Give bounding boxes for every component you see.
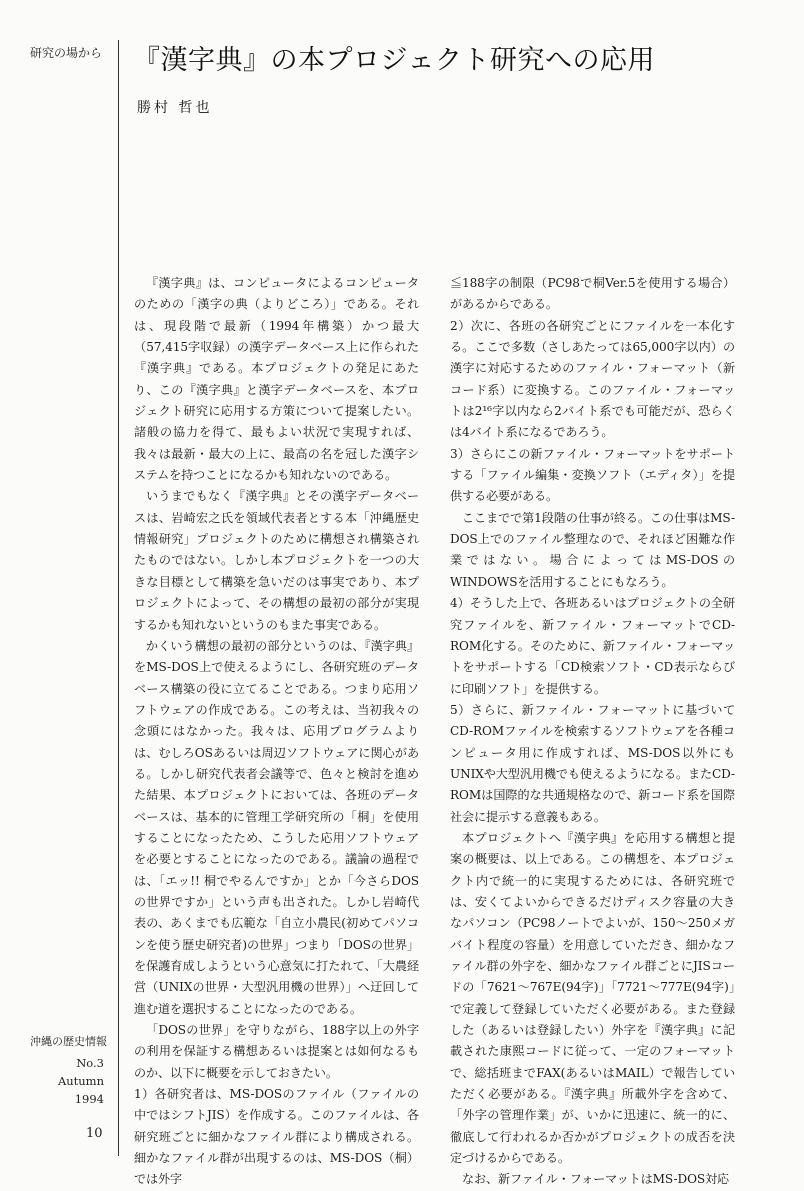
issue-info [30,1054,104,1108]
paragraph: 『漢字典』は、コンピュータによるコンピュータのための「漢字の典（よりどころ）」である。それは、現段階で最新（1994年構築）かつ最大（57,415字収録）の漢字データベース上に作られた『漢字典』である。本プロジェクトの発足にあたり、この『漢字典』と漢字データベースを、本プロジェクト研究に応用する方策について提案したい。諸般の協力を得て、最もよい状況で実現すれば、我々は最新・最大の上に、最高の名を冠した漢字システムを持つことになるかも知れないのである。 [134,276,419,483]
author-name: 勝村 哲也 [137,100,213,116]
right-column [450,273,735,1191]
issue-number: No.3 [76,1056,104,1070]
paragraph: 3）さらにこの新ファイル・フォーマットをサポートする「ファイル編集・変換ソフト（エディタ）」を提供する必要がある。 [450,446,735,504]
paragraph: かくいう構想の最初の部分というのは、『漢字典』をMS-DOS上で使えるようにし、各研究班のデータベース構築の役に立てることである。つまり応用ソフトウェアの作成である。この考えは、当初我々の念頭にはなかった。我々は、応用プログラムよりは、むしろOSあるいは周辺ソフトウェアに関心がある。しかし研究代表者会議等で、色々と検討を進めた結果、本プロジェクトにおいては、各班のデータベースは、基本的に管理工学研究所の「桐」を使用することになったため、こうした応用ソフトウェアを必要とすることになったのである。議論の過程では、「エッ!! 桐でやるんですか」とか「今さらDOSの世界ですか」という声も出された。しかし岩崎代表の、あくまでも広範な「自立小農民(初めてパソコンを使う歴史研究者)の世界」つまり「DOSの世界」を保護育成しようという心意気に打たれて、「大農経営（UNIXの世界・大型汎用機の世界）」へ迂回して進む道を選択することになったのである。 [134,638,419,1016]
paragraph: 2）次に、各班の各研究ごとにファイルを一本化する。ここで多数（さしあたっては65,000字以内）の漢字に対応するためのファイル・フォーマット（新コード系）に変換する。このファイル・フォーマットは2¹⁶字以内なら2バイト系でも可能だが、恐らくは4バイト系になるであろう。 [450,318,735,440]
paragraph: ここまでで第1段階の仕事が終る。この仕事はMS-DOS上でのファイル整理なので、それほど困難な作業ではない。場合によってはMS-DOSのWINDOWSを活用することにもなろう。 [450,510,735,589]
paragraph: 本プロジェクトへ『漢字典』を応用する構想と提案の概要は、以上である。この構想を、本プロジェクト内で統一的に実現するためには、各研究班では、安くてよいからできるだけディスク容量の大きなパソコン（PC98ノートでよいが、150〜250メガバイト程度の容量）を用意していただき、細かなファイル群の外字を、細かなファイル群ごとにJISコードの「7621〜767E(94字)」「7721〜777E(94字)」で定義して登録していただく必要がある。また登録した（あるいは登録したい）外字を『漢字典』に記載された康熙コードに従って、一定のフォーマットで、総括班までFAX(あるいはMAIL）で報告していただく必要がある。『漢字典』所載外字を含めて、「外字の管理作業」が、いかに迅速に、統一的に、徹底して行われるか否かがプロジェクトの成否を決定づけるからである。 [450,830,735,1166]
paragraph: 5）さらに、新ファイル・フォーマットに基づいてCD-ROMファイルを検索するソフトウェアを各種コンピュータ用に作成すれば、MS-DOS以外にもUNIXや大型汎用機でも使えるようになる。またCD-ROMは国際的な共通規格なので、新コード系を国際社会に提示する意義もある。 [450,702,735,824]
paragraph: ≦188字の制限（PC98で桐Ver.5を使用する場合）があるからである。 [450,276,735,312]
paragraph: 「DOSの世界」を守りながら、188字以上の外字の利用を保証する構想あるいは提案とは如何なるものか、以下に概要を示しておきたい。 [134,1023,419,1080]
issue-season: Autumn [57,1074,104,1088]
issue-year: 1994 [74,1092,104,1106]
paragraph: 1）各研究者は、MS-DOSのファイル（ファイルの中ではシフトJIS）を作成する。このファイルは、各研究班ごとに細かなファイル群により構成される。細かなファイル群が出現するのは、MS-DOS（桐）では外字 [134,1087,419,1187]
paragraph: 4）そうした上で、各班あるいはプロジェクトの全研究ファイルを、新ファイル・フォーマットでCD-ROM化する。そのために、新ファイル・フォーマットをサポートする「CD検索ソフト・CD表示ならびに印刷ソフト」を提供する。 [450,596,735,696]
left-column [134,273,419,1191]
section-label: 研究の場から [30,46,103,60]
article-title: 『漢字典』の本プロジェクト研究への応用 [133,45,655,76]
journal-name: 沖縄の歴史情報 [30,1035,107,1048]
vertical-rule [118,40,119,1156]
paragraph: なお、新ファイル・フォーマットはMS-DOS対応 [462,1172,730,1187]
paragraph: いうまでもなく『漢字典』とその漢字データベースは、岩崎宏之氏を領域代表者とする本「沖縄歴史情報研究」プロジェクトのために構想され構築されたものではない。しかし本プロジェクトを一つの大きな目標として構築を急いだのは事実であり、本プロジェクトによって、その構想の最初の部分が実現するかも知れないというのもまた事実である。 [134,489,419,632]
page-number: 10 [86,1126,103,1141]
